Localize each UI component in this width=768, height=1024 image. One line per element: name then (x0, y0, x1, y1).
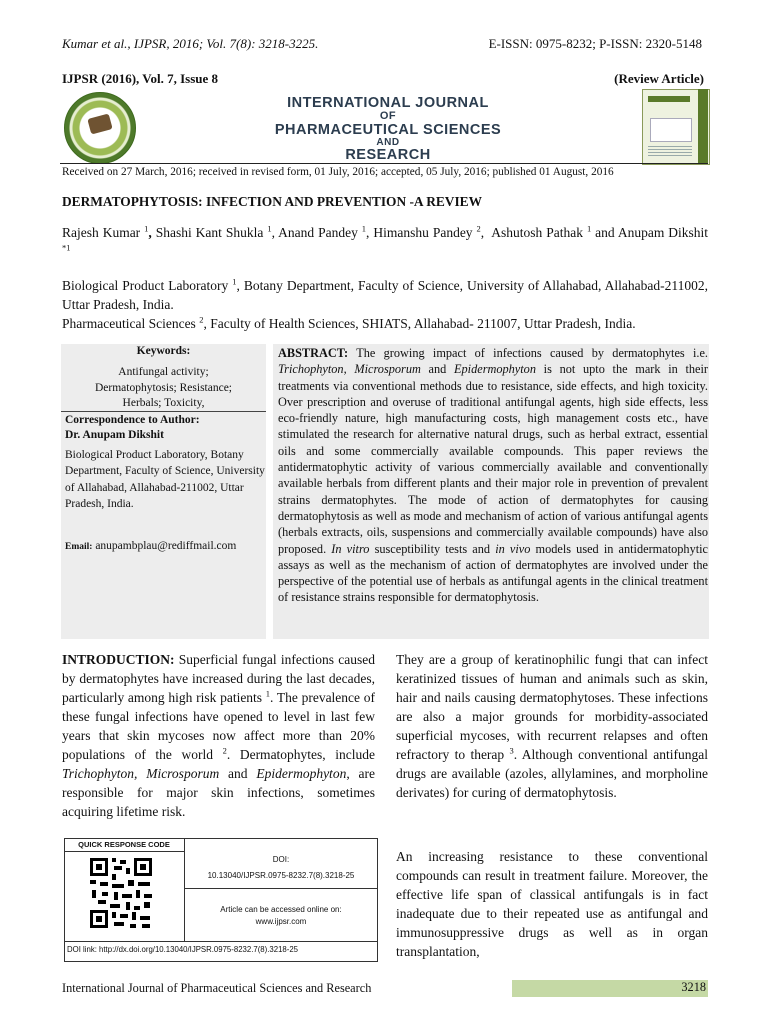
abstract-italic: Epidermophyton (454, 362, 536, 377)
author-affil-mark: 1 (586, 223, 592, 234)
right-column-paragraph-2: An increasing resistance to these conventional compounds can result in treatment failure. Moreover, the effective life span of classical antifungals is in fact inadequate due to their repeated use as antifungal and immunosuppressive drugs as well as in organ transplantation, (396, 849, 708, 959)
access-block (185, 904, 377, 928)
author-affil-mark: 1 (361, 223, 367, 234)
masthead-line-5: RESEARCH (345, 147, 431, 164)
author-affil-mark: 1 (144, 223, 149, 234)
footer-journal-name: International Journal of Pharmaceutical Sciences and Research (62, 981, 372, 995)
masthead-line-3: PHARMACEUTICAL SCIENCES (274, 121, 502, 138)
affiliation-lab: Biological Product Laboratory (62, 278, 229, 293)
running-citation: Kumar et al., IJPSR, 2016; Vol. 7(8): 3218-3225. (62, 36, 319, 51)
cover-side-band (698, 89, 708, 163)
qr-code-icon[interactable] (88, 856, 154, 930)
journal-masthead (258, 96, 518, 164)
masthead-line-2: OF (379, 110, 397, 123)
keywords-heading: Keywords: (136, 345, 191, 357)
introduction-label: INTRODUCTION: (62, 652, 175, 667)
affiliation-lab-address: , Botany Department, Faculty of Science, University of Allahabad, Allahabad-211002, Uttar Pradesh, India. (62, 278, 709, 312)
header-rule (60, 163, 708, 164)
email-link[interactable]: anupambplau@rediffmail.com (95, 540, 237, 552)
abstract-part: The growing impact of infections caused by dermatophytes i.e. (348, 346, 708, 360)
volume-issue: IJPSR (2016), Vol. 7, Issue 8 (62, 71, 219, 86)
cover-image (650, 118, 692, 142)
author-name: Rajesh Kumar (62, 225, 141, 240)
abstract-part: models used in antidermatophytic assays as well as the mechanism of action of dermatophytes are involved under the perspective of the potential use of herbals as antifungal agents in the clinical treatment of resistance strains responsible for dermatophytosis. (278, 541, 709, 605)
author-name: Anupam Dikshit (617, 225, 709, 240)
correspondence-email (65, 540, 236, 552)
issn-info: E-ISSN: 0975-8232; P-ISSN: 2320-5148 (488, 36, 702, 51)
keyword-line: Herbals; Toxicity, (122, 397, 205, 409)
abstract-italic: in vivo (495, 541, 531, 556)
citation-mark: 3 (509, 745, 514, 756)
correspondence-address: Biological Product Laboratory, Botany Department, Faculty of Science, University of Allahabad, Allahabad-211002, Uttar Pradesh, India. (65, 449, 265, 510)
author-name: Ashutosh Pathak (491, 225, 583, 240)
correspondence-label: Correspondence to Author: (65, 414, 200, 426)
author-name: Shashi Kant Shukla (155, 225, 264, 240)
intro-part: and (219, 766, 257, 781)
keywords-list (61, 365, 266, 412)
affiliations (62, 276, 708, 333)
correspondence-name: Dr. Anupam Dikshit (65, 429, 164, 441)
author-affil-mark: 2 (476, 223, 481, 234)
rcol-part: . Although conventional antifungal drugs are available (azoles, allylamines, and morpholine derivates) for curing of dermatophytosis. (396, 747, 708, 800)
intro-italic: Epidermophyton (256, 766, 347, 781)
abstract-part: susceptibility tests and (369, 541, 496, 556)
article-title: DERMATOPHYTOSIS: INFECTION AND PREVENTION -A REVIEW (62, 194, 483, 209)
affil-mark: 1 (232, 276, 237, 287)
qr-heading: QUICK RESPONSE CODE (64, 838, 185, 852)
introduction-paragraph (62, 650, 375, 821)
intro-italic: Trichophyton, Microsporum (62, 766, 220, 781)
page-number: 3218 (681, 980, 706, 994)
keyword-line: Dermatophytosis; Resistance; (94, 381, 233, 394)
email-label: Email: (65, 542, 93, 552)
cover-text-lines (648, 146, 692, 156)
abstract-italic: In vitro (331, 541, 370, 556)
correspondence-heading (65, 413, 200, 443)
affiliation-pharm-address: , Faculty of Health Sciences, SHIATS, Allahabad- 211007, Uttar Pradesh, India. (203, 316, 636, 331)
qr-divider-middle (184, 888, 377, 889)
author-list: Rajesh Kumar $^1$, Shashi Kant Shukla $^1$, Anand Pandey $^1$, Himanshu Pandey $^2$, Ashutosh Pathak $^1$ and Anupam Dikshit $^{*1}$ (62, 223, 709, 253)
doi-value: 10.13040/IJPSR.0975-8232.7(8).3218-25 (207, 871, 355, 880)
keyword-line: Antifungal activity; (118, 366, 209, 378)
masthead-line-4: AND (376, 136, 400, 148)
right-column-paragraph-1 (396, 650, 708, 802)
keywords-divider (61, 411, 266, 412)
article-type: (Review Article) (614, 71, 704, 86)
rcol-part: They are a group of keratinophilic fungi that can infect keratinized tissues of human and animals such as skin, hair and nails causing dermatophytoses. These infections are also a major grounds for morbidity-associated superficial mycoses, with recurrent relapses and often refractory to therap (396, 652, 708, 762)
intro-part: Superficial fungal infections caused by dermatophytes have increased during the last decades, particularly among high risk patients (62, 652, 375, 705)
abstract-part: and (420, 362, 455, 377)
access-url[interactable]: www.ijpsr.com (255, 917, 307, 926)
publication-dates: Received on 27 March, 2016; received in revised form, 01 July, 2016; accepted, 05 July, 2016; published 01 August, 2016 (62, 166, 614, 178)
abstract-part: is not upto the mark in their treatments via conventional methods due to resistance, side effects, and high toxicity. Over prescription and overuse of traditional antifungal agents, high side effects, less eco-friendly nature, high manufacturing costs, high management costs etc., have stimulated the research for alternative natural drugs, such as herbal extract, essential oils and some commercially available compounds. This paper reviews the antidermatophytic activity of various commercially available and conventionally available herbals from different plants and their major role in prevention of prevalent strains dermatophytes. The mode of action of dermatophytes for causing dermatophytosis as well as mode and mechanism of action of various antifungal agents (herbals extracts, oils, suspensions and commercially available compounds) have also proposed. (278, 362, 709, 556)
doi-block (185, 852, 377, 884)
intro-part: , are responsible for major skin infections, sometimes acquiring lifetime risk. (62, 766, 375, 819)
qr-divider-bottom (64, 941, 377, 942)
citation-mark: 1 (265, 688, 271, 699)
author-name: Himanshu Pandey (373, 225, 473, 240)
intro-part: . Dermatophytes, include (226, 747, 376, 762)
doi-label: DOI: (272, 855, 290, 864)
intro-part: . The prevalence of these fungal infections have opened to level in last few years that skin mycoses now affect more than 20% populations of the world (62, 690, 375, 762)
page-number-box (512, 980, 708, 997)
affiliation-pharm: Pharmaceutical Sciences (62, 316, 196, 331)
author-name: Anand Pandey (278, 225, 358, 240)
author-affil-mark: *1 (62, 242, 71, 253)
cover-title-bar (648, 96, 690, 102)
author-affil-mark: 1 (267, 223, 272, 234)
abstract-text (278, 345, 708, 606)
masthead-line-1: INTERNATIONAL JOURNAL (287, 95, 489, 111)
affil-mark: 2 (199, 314, 204, 325)
access-text: Article can be accessed online on: (220, 905, 342, 914)
abstract-italic: Trichophyton, Microsporum (278, 362, 421, 377)
doi-link[interactable]: DOI link: http://dx.doi.org/10.13040/IJPSR.0975-8232.7(8).3218-25 (67, 945, 299, 954)
abstract-label: ABSTRACT: (278, 346, 349, 360)
citation-mark: 2 (222, 745, 227, 756)
